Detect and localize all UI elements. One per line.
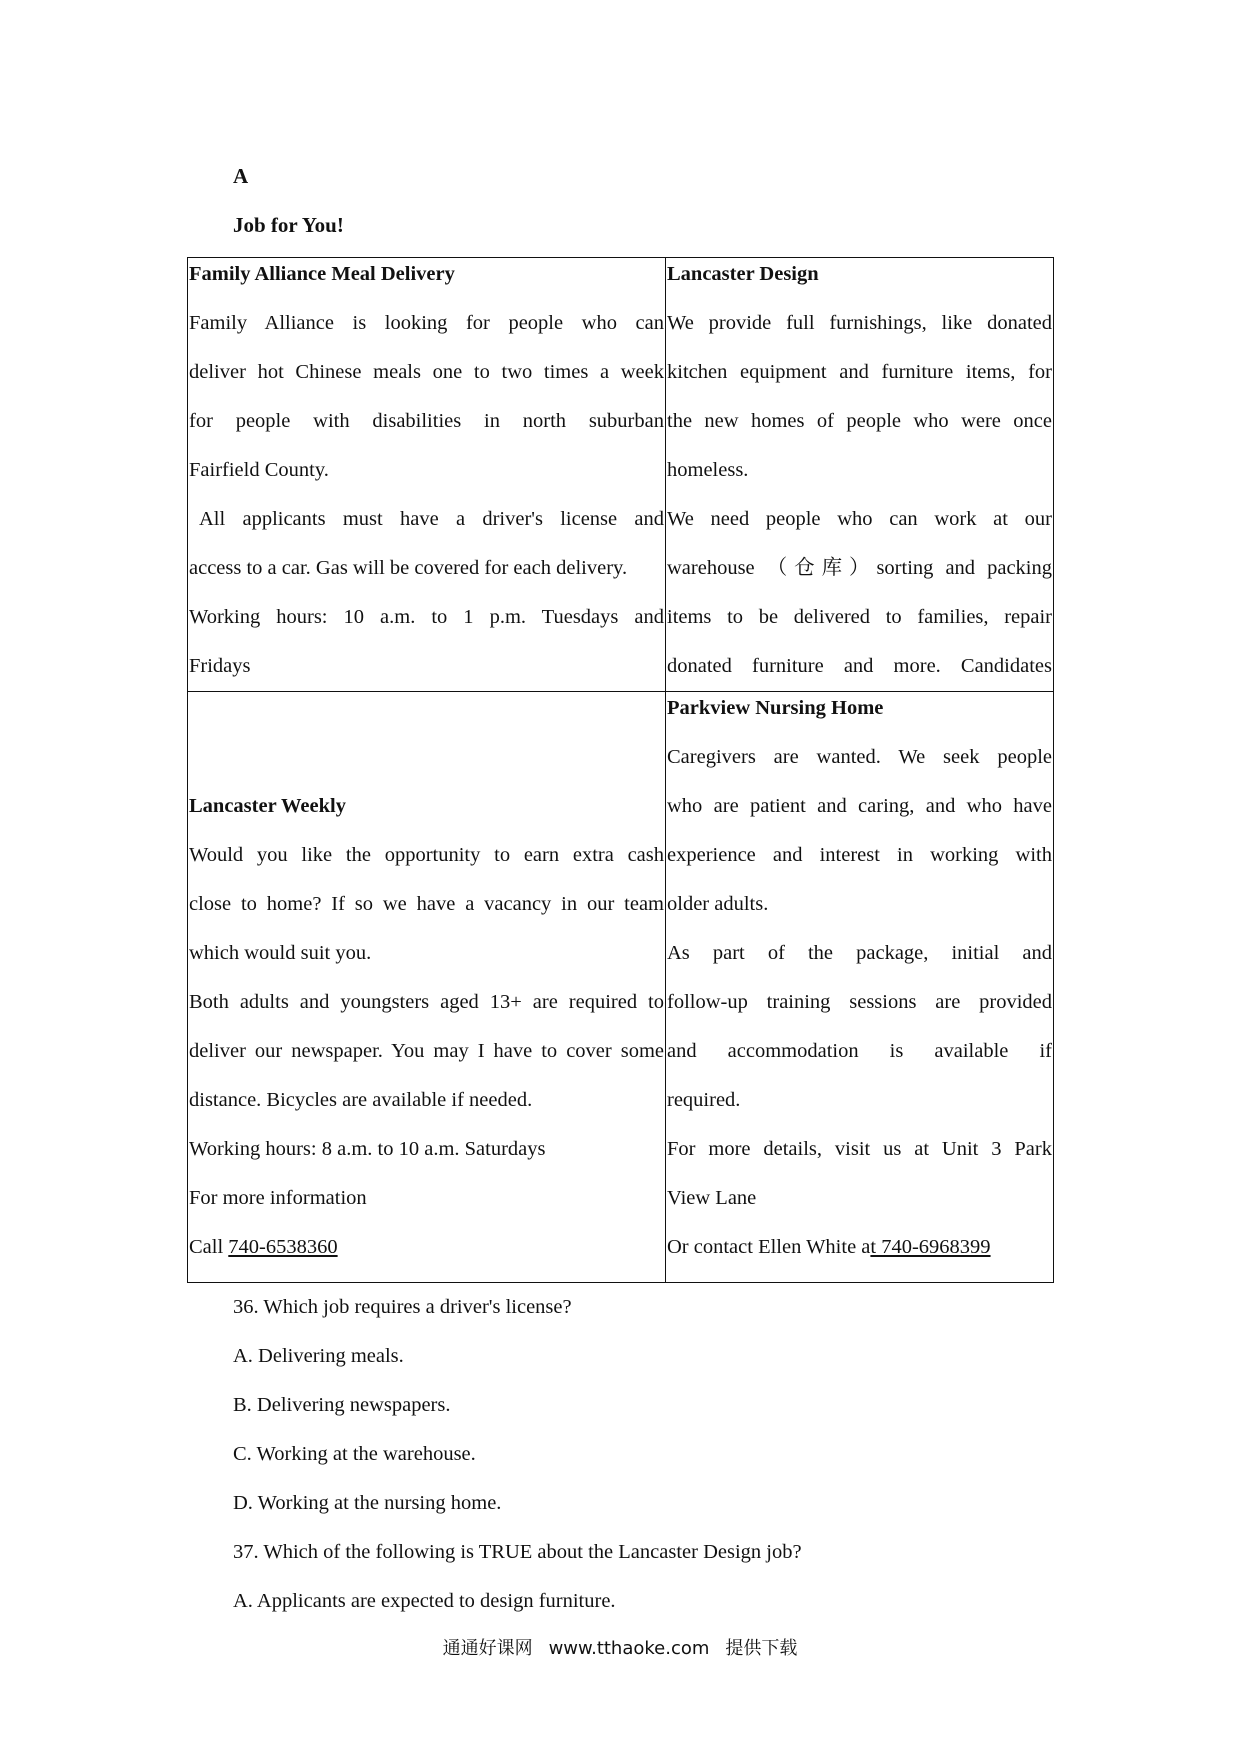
ad-text-line: Both adults and youngsters aged 13+ are required to [189, 991, 664, 1013]
ad-text-line: deliver our newspaper. You may I have to cover some [189, 1040, 664, 1062]
passage-title: Job for You! [233, 213, 344, 237]
phone-link[interactable]: t 740-6968399 [870, 1236, 991, 1258]
ad-text-line: We provide full furnishings, like donated [667, 312, 1052, 334]
question-stem: 37. Which of the following is TRUE about the Lancaster Design job? [233, 1541, 802, 1563]
ad-text-line: Working hours: 8 a.m. to 10 a.m. Saturdays [189, 1138, 546, 1160]
ad-text-line: warehouse （仓库）sorting and packing [667, 557, 1052, 579]
ad-text-line: All applicants must have a driver's license and [199, 508, 664, 530]
ad-text-line: Caregivers are wanted. We seek people [667, 746, 1052, 768]
ad-title: Lancaster Weekly [189, 795, 346, 817]
ad-parkview [666, 692, 1054, 1283]
ad-text-line: distance. Bicycles are available if needed. [189, 1089, 533, 1111]
ad-text-line: For more details, visit us at Unit 3 Park [667, 1138, 1052, 1160]
page-footer [0, 1636, 1240, 1662]
ad-title: Family Alliance Meal Delivery [189, 263, 455, 285]
ad-text-line: which would suit you. [189, 942, 372, 964]
ad-text-line: View Lane [667, 1187, 757, 1209]
ad-text-line: Working hours: 10 a.m. to 1 p.m. Tuesdays and [189, 606, 664, 628]
ad-text-line: items to be delivered to families, repair [667, 606, 1052, 628]
section-letter: A [233, 164, 249, 188]
ad-text-line: Fridays [189, 655, 251, 677]
ad-text-line: for people with disabilities in north suburban [189, 410, 664, 432]
ad-title: Lancaster Design [667, 263, 819, 285]
ad-text-line: older adults. [667, 893, 769, 915]
ad-text-line: deliver hot Chinese meals one to two times a week [189, 361, 664, 383]
answer-option: C. Working at the warehouse. [233, 1443, 476, 1465]
ad-text-line: required. [667, 1089, 741, 1111]
ad-text-line: We need people who can work at our [667, 508, 1052, 530]
questions [233, 1283, 802, 1626]
ad-text-line: As part of the package, initial and [667, 942, 1052, 964]
ad-text-line: follow-up training sessions are provided [667, 991, 1052, 1013]
ad-text-line: donated furniture and more. Candidates [667, 655, 1052, 677]
footer-site-name: 通通好课网 [442, 1638, 533, 1659]
ad-text-line: Would you like the opportunity to earn extra cash [189, 844, 664, 866]
ad-text-line: and accommodation is available if [667, 1040, 1052, 1062]
ad-text-line: homeless. [667, 459, 749, 481]
table-row [188, 692, 1054, 1283]
ad-text-line: the new homes of people who were once [667, 410, 1052, 432]
ad-text-line: experience and interest in working with [667, 844, 1052, 866]
footer-tagline: 提供下载 [725, 1638, 798, 1659]
question-stem: 36. Which job requires a driver's license? [233, 1296, 572, 1318]
footer-url: www.tthaoke.com [548, 1638, 710, 1659]
phone-link[interactable]: 740-6538360 [228, 1236, 338, 1258]
job-ads-table [187, 257, 1054, 1283]
ad-lancaster-weekly [188, 692, 666, 1283]
ad-text-line: For more information [189, 1187, 367, 1209]
ad-title: Parkview Nursing Home [667, 697, 884, 719]
ad-text-line: who are patient and caring, and who have [667, 795, 1052, 817]
answer-option: D. Working at the nursing home. [233, 1492, 502, 1514]
ad-text-line: close to home? If so we have a vacancy in our team [189, 893, 664, 915]
ad-text-line: kitchen equipment and furniture items, for [667, 361, 1052, 383]
ad-family-alliance [188, 258, 666, 692]
call-label: Call [189, 1236, 229, 1258]
table-row [188, 258, 1054, 692]
answer-option: A. Applicants are expected to design furniture. [233, 1590, 616, 1612]
call-line [189, 1223, 664, 1272]
ad-text-line: access to a car. Gas will be covered for each delivery. [189, 557, 628, 579]
answer-option: B. Delivering newspapers. [233, 1394, 451, 1416]
ad-lancaster-design [666, 258, 1054, 692]
contact-label: Or contact Ellen White a [667, 1236, 871, 1258]
contact-line [667, 1223, 1052, 1272]
ad-text-line: Family Alliance is looking for people who can [189, 312, 664, 334]
ad-text-line: Fairfield County. [189, 459, 329, 481]
answer-option: A. Delivering meals. [233, 1345, 404, 1367]
